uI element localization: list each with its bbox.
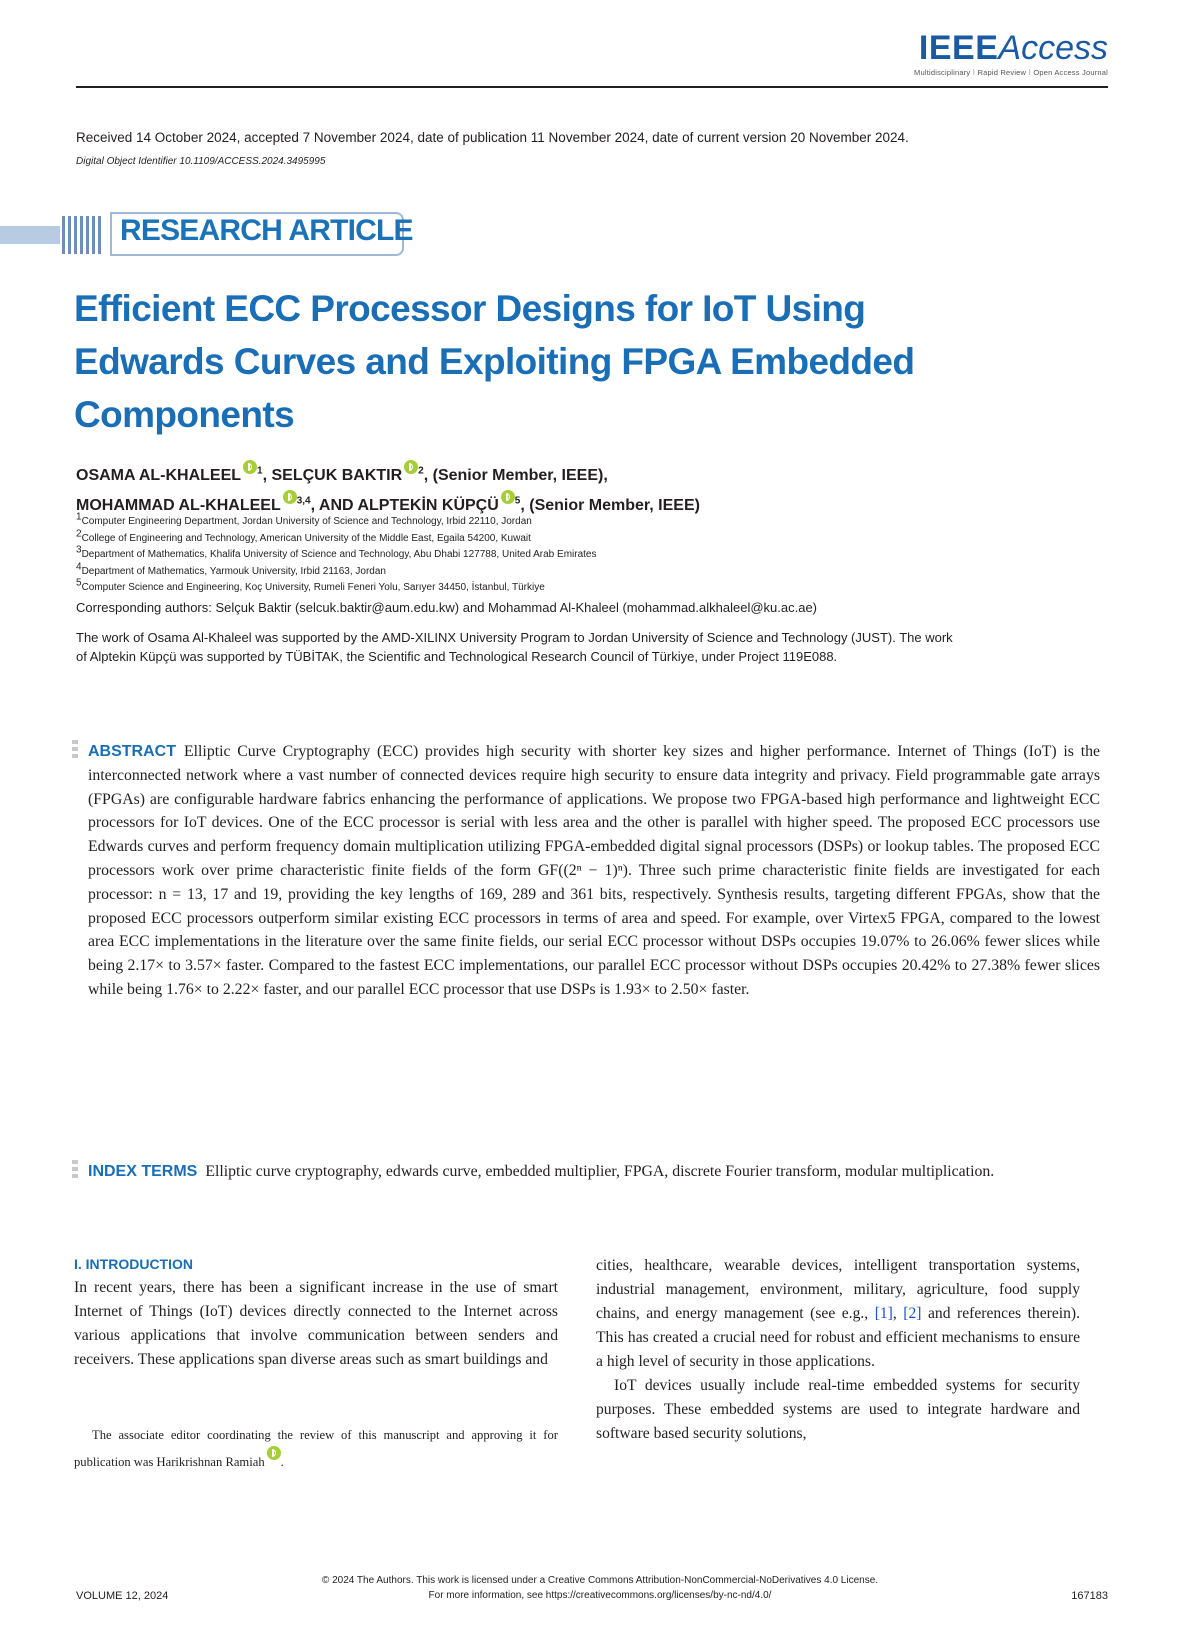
column-right	[596, 1254, 1080, 1446]
orcid-icon[interactable]	[404, 460, 418, 474]
index-terms-marker	[72, 1160, 80, 1181]
abstract-marker	[72, 740, 80, 761]
author-separator: , AND	[310, 497, 358, 514]
abstract-heading: ABSTRACT	[88, 743, 176, 760]
author-name: SELÇUK BAKTIR	[271, 467, 403, 484]
journal-brand	[914, 30, 1108, 77]
column-left	[74, 1254, 558, 1372]
author-name: MOHAMMAD AL-KHALEEL	[76, 497, 281, 514]
author-list: OSAMA AL-KHALEEL $^1$, SELÇUK BAKTIR $^2$, (Senior Member, IEEE), MOHAMMAD AL-KHALEEL $^{3,4}$, AND ALPTEKİN KÜPÇÜ $^5$, (Senior Member, IEEE)	[76, 460, 1076, 520]
funding-statement: The work of Osama Al-Khaleel was supported by the AMD-XILINX University Program to Jordan University of Science and Technology (JUST). The work of Alptekin Küpçü was supported by TÜBİTAK, the Scientific and Technological Research Council of Türkiye, under Project 119E088.	[76, 630, 953, 664]
author-name: OSAMA AL-KHALEEL	[76, 467, 242, 484]
citation-link[interactable]: [2]	[903, 1305, 922, 1322]
affiliation: $^5$Computer Science and Engineering, Koç University, Rumeli Feneri Yolu, Sarıyer 34450, İstanbul, Türkiye	[76, 577, 545, 593]
author-note: , (Senior Member, IEEE)	[520, 497, 700, 514]
doi: Digital Object Identifier 10.1109/ACCESS.2024.3495995	[76, 156, 326, 167]
received-dates: Received 14 October 2024, accepted 7 November 2024, date of publication 11 November 2024, date of current version 20 November 2024.	[76, 130, 909, 145]
journal-logo: IEEEAccess	[918, 29, 1108, 67]
abstract-text: Elliptic Curve Cryptography (ECC) provides high security with shorter key sizes and higher performance. Internet of Things (IoT) is the interconnected network where a vast number of connected devices require high security to ensure data integrity and privacy. Field programmable gate arrays (FPGAs) are configurable hardware fabrics enhancing the performance of applications. We propose two FPGA-based high performance and lightweight ECC processors for IoT devices. One of the ECC processor is serial with less area and the other is parallel with higher speed. The proposed ECC processors use Edwards curves and perform frequency domain multiplication utilizing FPGA-embedded digital signal processors (DSPs) or lookup tables. The proposed ECC processors work over prime characteristic finite fields of the form GF((2ⁿ − 1)ⁿ). Three such prime characteristic finite fields are investigated for each processor: n = 13, 17 and 19, providing the key lengths of 169, 289 and 361 bits, respectively. Synthesis results, targeting different FPGAs, show that the proposed ECC processors outperform similar existing ECC processors in terms of area and speed. For example, over Virtex5 FPGA, compared to the lowest area ECC implementations in the literature over the same finite fields, our serial ECC processor without DSPs occupies 19.07% to 26.06% fewer slices while being 2.17× to 3.57× faster. Compared to the fastest ECC implementations, our parallel ECC processor without DSPs occupies 20.42% to 27.38% fewer slices while being 1.76× to 2.22× faster, and our parallel ECC processor that use DSPs is 1.93× to 2.50× faster.	[88, 743, 1100, 998]
author-affil-num: 5	[514, 495, 521, 507]
header-rule	[76, 86, 1108, 88]
author-affil-num: 2	[418, 465, 424, 477]
volume-label: VOLUME 12, 2024	[76, 1590, 169, 1602]
affiliation: $^4$Department of Mathematics, Yarmouk University, Irbid 21163, Jordan	[76, 561, 386, 577]
abstract	[88, 740, 1100, 1002]
paragraph: cities, healthcare, wearable devices, intelligent transportation systems, industrial management, environment, military, agriculture, food supply chains, and energy management (see e.g., [1], [2] and references therein). This has created a crucial need for robust and efficient mechanisms to ensure a high level of security in those applications.	[596, 1257, 1080, 1370]
corresponding-authors: Corresponding authors: Selçuk Baktir (selcuk.baktir@aum.edu.kw) and Mohammad Al-Khaleel (mohammad.alkhaleel@ku.ac.ae)	[76, 600, 818, 615]
author-note: , (Senior Member, IEEE),	[423, 467, 608, 484]
author-name: ALPTEKİN KÜPÇÜ	[357, 497, 499, 514]
license-line: For more information, see https://creativecommons.org/licenses/by-nc-nd/4.0/	[428, 1590, 772, 1601]
license-line: © 2024 The Authors. This work is licensed under a Creative Commons Attribution-NonCommercial-NoDerivatives 4.0 License.	[321, 1575, 879, 1586]
author-affil-num: 3,4	[296, 495, 311, 507]
paragraph: In recent years, there has been a significant increase in the use of smart Internet of Things (IoT) devices directly connected to the Internet across various applications that involve communication between senders and receivers. These applications span diverse areas such as smart buildings and	[74, 1279, 558, 1368]
paper-title: Efficient ECC Processor Designs for IoT Using Edwards Curves and Exploiting FPGA Embedded Components	[74, 288, 915, 435]
affiliations	[76, 511, 976, 597]
index-terms-heading: INDEX TERMS	[88, 1163, 198, 1180]
orcid-icon[interactable]	[283, 490, 297, 504]
citation-link[interactable]: [1]	[874, 1305, 893, 1322]
section-heading: I. INTRODUCTION	[74, 1256, 193, 1272]
affiliation: $^2$College of Engineering and Technology, American University of the Middle East, Egaila 54200, Kuwait	[76, 528, 531, 544]
index-terms	[88, 1160, 1100, 1184]
banner-stripes	[0, 212, 104, 258]
affiliation: $^3$Department of Mathematics, Khalifa University of Science and Technology, Abu Dhabi 127788, United Arab Emirates	[76, 544, 597, 560]
page-number: 167183	[1071, 1590, 1108, 1602]
license-footer	[0, 1573, 1200, 1603]
author-affil-num: 1	[257, 465, 263, 477]
orcid-icon[interactable]	[267, 1446, 281, 1460]
index-terms-text: Elliptic curve cryptography, edwards curve, embedded multiplier, FPGA, discrete Fourier transform, modular multiplication.	[205, 1163, 995, 1180]
article-type: RESEARCH ARTICLE	[120, 214, 413, 247]
affiliation: $^1$Computer Engineering Department, Jordan University of Science and Technology, Irbid 22110, Jordan	[76, 511, 532, 527]
orcid-icon[interactable]	[501, 490, 515, 504]
editor-footnote: The associate editor coordinating the review of this manuscript and approving it for publication was Harikrishnan Ramiah .	[74, 1428, 558, 1469]
journal-tagline: Multidisciplinary ⁝ Rapid Review ⁝ Open Access Journal	[914, 68, 1108, 77]
orcid-icon[interactable]	[243, 460, 257, 474]
paragraph: IoT devices usually include real-time embedded systems for security purposes. These embedded systems are used to integrate hardware and software based security solutions,	[596, 1377, 1080, 1442]
